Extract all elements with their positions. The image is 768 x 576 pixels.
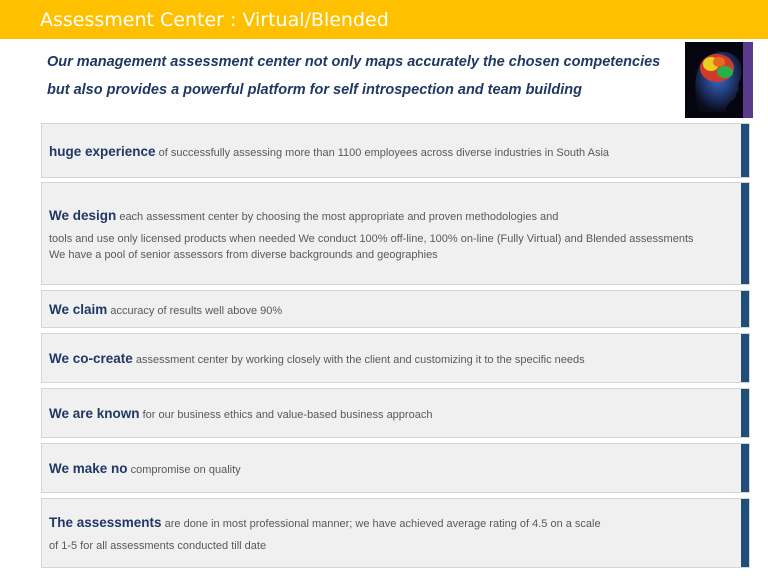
card-text: compromise on quality bbox=[127, 464, 241, 476]
card-text-line-2: of 1-5 for all assessments conducted till date bbox=[49, 540, 267, 552]
intro-line-1: Our management assessment center not only maps accurately the chosen competencies bbox=[47, 54, 661, 70]
card-quality bbox=[41, 443, 750, 493]
image-stripe bbox=[743, 42, 753, 118]
card-known bbox=[41, 388, 750, 438]
card-accent bbox=[741, 444, 749, 492]
card-line bbox=[49, 351, 585, 366]
card-text-line-2: tools and use only licensed products when needed We conduct 100% off-line, 100% on-line (Fully Virtual) and Blended assessments bbox=[49, 233, 694, 245]
card-text: assessment center by working closely with the client and customizing it to the specific needs bbox=[132, 354, 585, 366]
card-accent bbox=[741, 389, 749, 437]
page-title: Assessment Center : Virtual/Blended bbox=[40, 9, 389, 31]
card-line bbox=[49, 461, 241, 476]
card-line bbox=[49, 515, 601, 530]
card-experience bbox=[41, 123, 750, 178]
card-co-create bbox=[41, 333, 750, 383]
card-lead: We make no bbox=[49, 461, 128, 476]
card-text: are done in most professional manner; we have achieved average rating of 4.5 on a scale bbox=[161, 518, 601, 530]
card-accent bbox=[741, 499, 749, 567]
card-lead: We are known bbox=[49, 406, 140, 421]
card-line bbox=[49, 144, 609, 159]
title-bar bbox=[0, 0, 768, 39]
card-lead: We claim bbox=[49, 302, 108, 317]
card-line bbox=[49, 406, 432, 421]
card-text: of successfully assessing more than 1100 employees across diverse industries in South Asia bbox=[155, 147, 610, 159]
card-assessments bbox=[41, 498, 750, 568]
intro-line-2: but also provides a powerful platform for self introspection and team building bbox=[47, 82, 582, 98]
card-design bbox=[41, 182, 750, 285]
intro-text bbox=[47, 48, 677, 104]
card-text: each assessment center by choosing the most appropriate and proven methodologies and bbox=[116, 211, 559, 223]
card-line bbox=[49, 208, 558, 223]
card-accent bbox=[741, 183, 749, 284]
card-accent bbox=[741, 124, 749, 177]
brain-head-icon bbox=[685, 42, 753, 118]
card-lead: The assessments bbox=[49, 515, 162, 530]
card-lead: huge experience bbox=[49, 144, 156, 159]
card-claim bbox=[41, 290, 750, 328]
card-line bbox=[49, 302, 282, 317]
card-text-line-3: We have a pool of senior assessors from diverse backgrounds and geographies bbox=[49, 249, 438, 261]
card-accent bbox=[741, 291, 749, 327]
card-accent bbox=[741, 334, 749, 382]
card-text: for our business ethics and value-based business approach bbox=[139, 409, 433, 421]
card-lead: We design bbox=[49, 208, 117, 223]
card-text: accuracy of results well above 90% bbox=[107, 305, 283, 317]
card-lead: We co-create bbox=[49, 351, 133, 366]
